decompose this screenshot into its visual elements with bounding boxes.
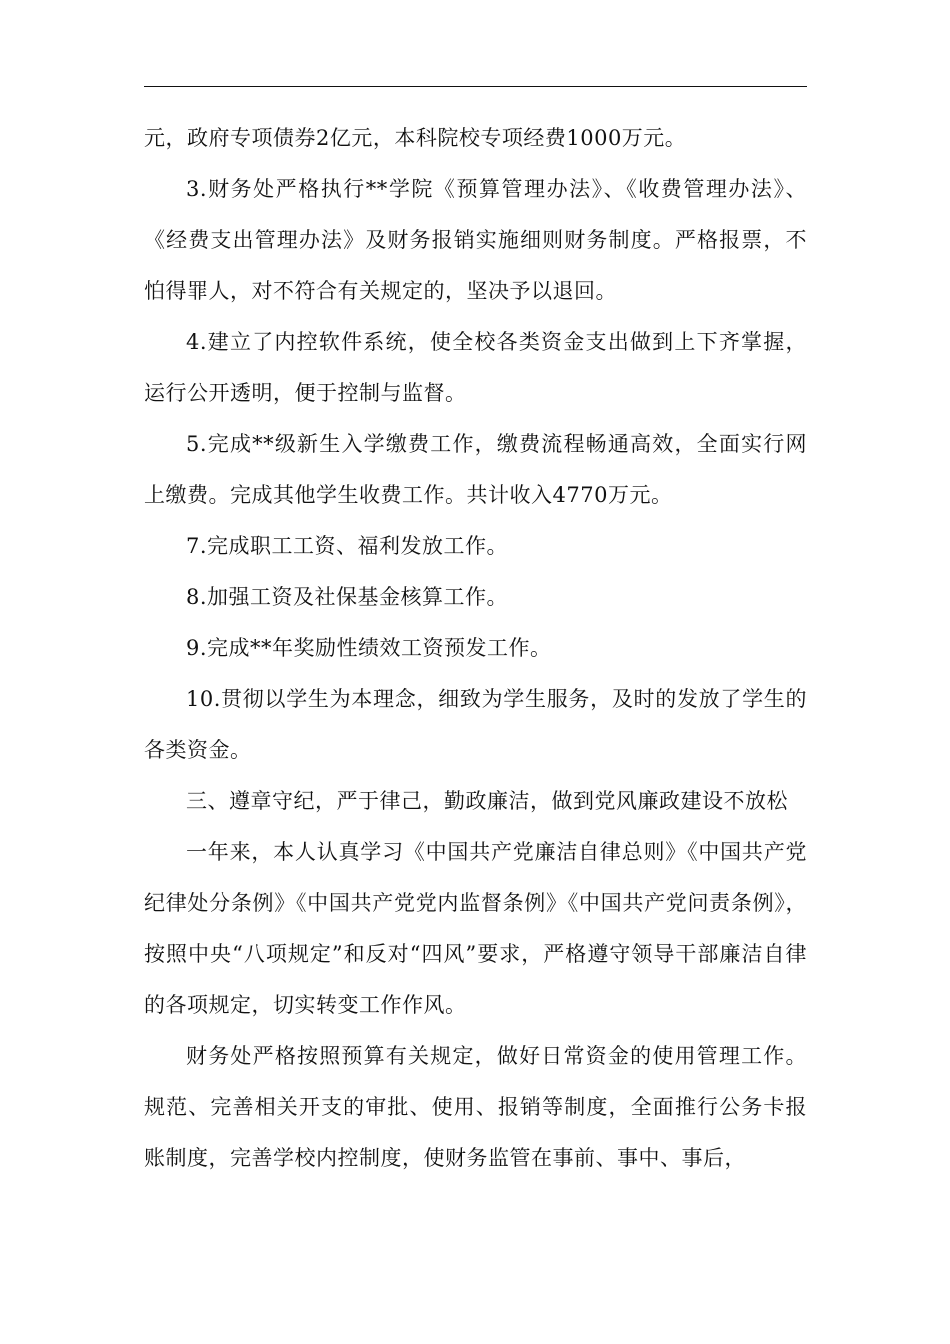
paragraph-item-5: 5.完成**级新生入学缴费工作，缴费流程畅通高效，全面实行网上缴费。完成其他学生收费工作。共计收入4770万元。 (144, 432, 807, 507)
document-body (144, 113, 807, 1184)
section-heading-3: 三、遵章守纪，严于律己，勤政廉洁，做到党风廉政建设不放松 (186, 789, 788, 813)
paragraph-item-3: 3.财务处严格执行**学院《预算管理办法》、《收费管理办法》、《经费支出管理办法》及财务报销实施细则财务制度。严格报票，不怕得罪人，对不符合有关规定的，坚决予以退回。 (144, 177, 807, 303)
header-rule (144, 86, 807, 87)
paragraph-item-9: 9.完成**年奖励性绩效工资预发工作。 (186, 636, 552, 660)
paragraph-study: 一年来，本人认真学习《中国共产党廉洁自律总则》《中国共产党纪律处分条例》《中国共产党党内监督条例》《中国共产党问责条例》，按照中央“八项规定”和反对“四风”要求，严格遵守领导干部廉洁自律的各项规定，切实转变工作作风。 (144, 840, 807, 1017)
paragraph-item-4: 4.建立了内控软件系统，使全校各类资金支出做到上下齐掌握，运行公开透明，便于控制与监督。 (144, 330, 807, 405)
paragraph-item-10: 10.贯彻以学生为本理念，细致为学生服务，及时的发放了学生的各类资金。 (144, 687, 807, 762)
paragraph-item-7: 7.完成职工工资、福利发放工作。 (186, 534, 509, 558)
paragraph-item-8: 8.加强工资及社保基金核算工作。 (186, 585, 509, 609)
paragraph-finance: 财务处严格按照预算有关规定，做好日常资金的使用管理工作。规范、完善相关开支的审批、使用、报销等制度，全面推行公务卡报账制度，完善学校内控制度，使财务监管在事前、事中、事后， (144, 1044, 807, 1170)
paragraph-continuation: 元，政府专项债券2亿元，本科院校专项经费1000万元。 (144, 126, 687, 150)
